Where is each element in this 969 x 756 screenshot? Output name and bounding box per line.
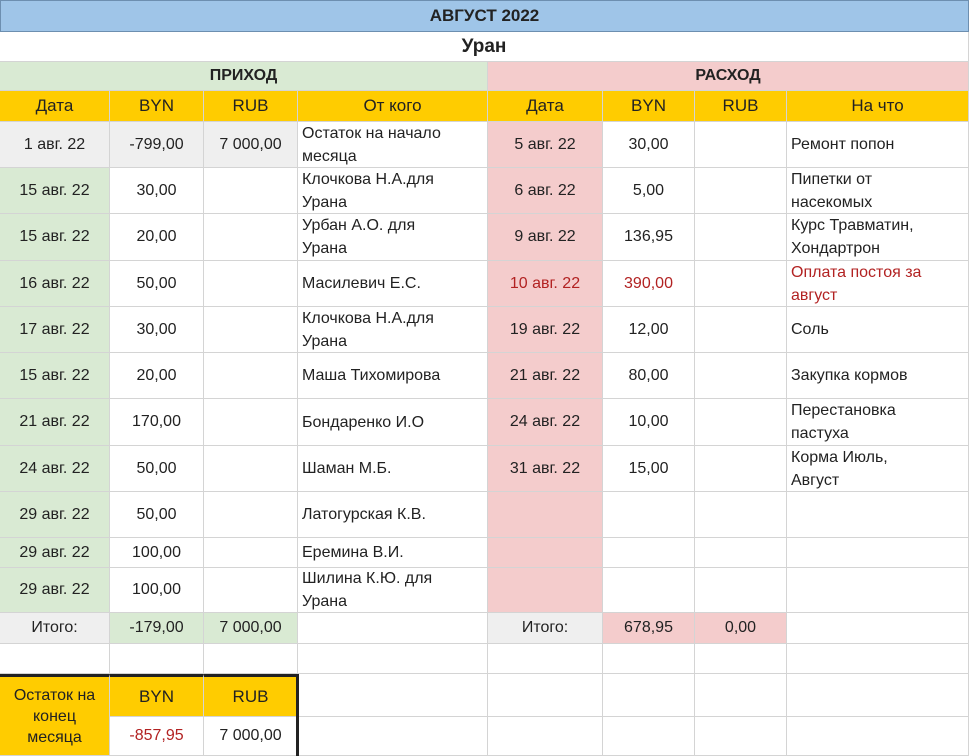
income-cell[interactable]: 20,00 — [110, 353, 204, 399]
expense-cell[interactable]: Соль — [787, 307, 969, 353]
income-cell[interactable] — [204, 168, 298, 214]
empty-cell[interactable] — [298, 717, 488, 756]
empty-cell[interactable] — [110, 644, 204, 674]
income-cell[interactable]: 30,00 — [110, 307, 204, 353]
expense-column-header[interactable]: Дата — [488, 91, 603, 122]
income-cell[interactable]: 17 авг. 22 — [0, 307, 110, 353]
income-cell[interactable] — [204, 446, 298, 492]
income-section-header[interactable]: ПРИХОД — [0, 62, 488, 91]
income-cell[interactable]: 50,00 — [110, 492, 204, 538]
expense-cell[interactable]: 12,00 — [603, 307, 695, 353]
income-cell[interactable]: 100,00 — [110, 538, 204, 568]
income-cell[interactable]: 30,00 — [110, 168, 204, 214]
income-cell[interactable]: 15 авг. 22 — [0, 353, 110, 399]
income-cell[interactable]: 1 авг. 22 — [0, 122, 110, 168]
empty-cell[interactable] — [488, 674, 603, 717]
income-cell[interactable]: 100,00 — [110, 568, 204, 613]
expense-cell[interactable]: Пипетки от насекомых — [787, 168, 969, 214]
expense-cell[interactable]: 21 авг. 22 — [488, 353, 603, 399]
expense-total-cell[interactable]: 678,95 — [603, 613, 695, 644]
expense-total-cell[interactable]: Итого: — [488, 613, 603, 644]
balance-value[interactable]: -857,95 — [110, 717, 204, 756]
expense-cell[interactable] — [695, 261, 787, 307]
expense-cell[interactable]: Закупка кормов — [787, 353, 969, 399]
income-cell[interactable]: Маша Тихомирова — [298, 353, 488, 399]
expense-cell[interactable]: 136,95 — [603, 214, 695, 261]
income-cell[interactable]: Остаток на начало месяца — [298, 122, 488, 168]
expense-cell[interactable]: 5 авг. 22 — [488, 122, 603, 168]
income-cell[interactable]: 15 авг. 22 — [0, 214, 110, 261]
income-cell[interactable]: 15 авг. 22 — [0, 168, 110, 214]
expense-cell[interactable] — [787, 538, 969, 568]
income-column-header[interactable]: Дата — [0, 91, 110, 122]
expense-column-header[interactable]: RUB — [695, 91, 787, 122]
empty-cell[interactable] — [298, 674, 488, 717]
expense-cell[interactable] — [603, 492, 695, 538]
income-cell[interactable]: Клочкова Н.А.для Урана — [298, 168, 488, 214]
empty-cell[interactable] — [695, 644, 787, 674]
expense-cell[interactable] — [787, 492, 969, 538]
expense-cell[interactable] — [695, 399, 787, 446]
expense-column-header[interactable]: BYN — [603, 91, 695, 122]
income-cell[interactable]: -799,00 — [110, 122, 204, 168]
empty-cell[interactable] — [787, 674, 969, 717]
expense-cell[interactable]: Оплата постоя за август — [787, 261, 969, 307]
expense-cell[interactable]: 10,00 — [603, 399, 695, 446]
empty-cell[interactable] — [298, 644, 488, 674]
income-column-header[interactable]: От кого — [298, 91, 488, 122]
income-total-cell[interactable]: -179,00 — [110, 613, 204, 644]
expense-cell[interactable] — [695, 122, 787, 168]
expense-cell[interactable] — [603, 568, 695, 613]
income-column-header[interactable]: RUB — [204, 91, 298, 122]
expense-cell[interactable] — [488, 568, 603, 613]
income-cell[interactable]: Бондаренко И.О — [298, 399, 488, 446]
expense-column-header[interactable]: На что — [787, 91, 969, 122]
empty-cell[interactable] — [603, 717, 695, 756]
income-column-header[interactable]: BYN — [110, 91, 204, 122]
expense-cell[interactable]: 31 авг. 22 — [488, 446, 603, 492]
income-cell[interactable]: 29 авг. 22 — [0, 492, 110, 538]
empty-cell[interactable] — [488, 717, 603, 756]
income-cell[interactable]: 7 000,00 — [204, 122, 298, 168]
income-cell[interactable]: Еремина В.И. — [298, 538, 488, 568]
expense-cell[interactable] — [695, 446, 787, 492]
income-cell[interactable]: 24 авг. 22 — [0, 446, 110, 492]
expense-cell[interactable] — [488, 492, 603, 538]
expense-cell[interactable]: 15,00 — [603, 446, 695, 492]
income-cell[interactable]: 29 авг. 22 — [0, 568, 110, 613]
income-total-cell[interactable] — [298, 613, 488, 644]
expense-cell[interactable]: 24 авг. 22 — [488, 399, 603, 446]
expense-cell[interactable]: 390,00 — [603, 261, 695, 307]
expense-cell[interactable]: 6 авг. 22 — [488, 168, 603, 214]
expense-total-cell[interactable]: 0,00 — [695, 613, 787, 644]
month-header[interactable]: АВГУСТ 2022 — [0, 0, 969, 32]
empty-cell[interactable] — [0, 644, 110, 674]
income-cell[interactable] — [204, 538, 298, 568]
income-cell[interactable] — [204, 399, 298, 446]
empty-cell[interactable] — [204, 644, 298, 674]
expense-cell[interactable] — [695, 538, 787, 568]
income-cell[interactable] — [204, 307, 298, 353]
expense-cell[interactable] — [695, 568, 787, 613]
income-cell[interactable]: Шаман М.Б. — [298, 446, 488, 492]
income-cell[interactable]: Шилина К.Ю. для Урана — [298, 568, 488, 613]
income-cell[interactable]: 16 авг. 22 — [0, 261, 110, 307]
income-cell[interactable]: Урбан А.О. для Урана — [298, 214, 488, 261]
expense-cell[interactable] — [695, 214, 787, 261]
income-cell[interactable]: Масилевич Е.С. — [298, 261, 488, 307]
income-total-cell[interactable]: Итого: — [0, 613, 110, 644]
income-cell[interactable] — [204, 261, 298, 307]
income-cell[interactable]: 50,00 — [110, 261, 204, 307]
expense-cell[interactable]: Ремонт попон — [787, 122, 969, 168]
expense-cell[interactable]: 30,00 — [603, 122, 695, 168]
income-cell[interactable] — [204, 353, 298, 399]
expense-cell[interactable]: 80,00 — [603, 353, 695, 399]
empty-cell[interactable] — [603, 644, 695, 674]
balance-column-header[interactable]: BYN — [110, 674, 204, 717]
income-total-cell[interactable]: 7 000,00 — [204, 613, 298, 644]
expense-cell[interactable]: Корма Июль, Август — [787, 446, 969, 492]
expense-cell[interactable]: 10 авг. 22 — [488, 261, 603, 307]
empty-cell[interactable] — [787, 717, 969, 756]
expense-cell[interactable] — [695, 353, 787, 399]
income-cell[interactable]: 29 авг. 22 — [0, 538, 110, 568]
expense-cell[interactable]: Курс Травматин, Хондартрон — [787, 214, 969, 261]
income-cell[interactable] — [204, 492, 298, 538]
balance-border — [296, 674, 299, 756]
income-cell[interactable]: 21 авг. 22 — [0, 399, 110, 446]
expense-cell[interactable]: Перестановка пастуха — [787, 399, 969, 446]
expense-cell[interactable] — [695, 307, 787, 353]
empty-cell[interactable] — [787, 644, 969, 674]
empty-cell[interactable] — [695, 717, 787, 756]
income-cell[interactable] — [204, 568, 298, 613]
expense-cell[interactable] — [787, 568, 969, 613]
balance-value[interactable]: 7 000,00 — [204, 717, 298, 756]
income-cell[interactable]: 20,00 — [110, 214, 204, 261]
balance-label[interactable]: Остаток на конец месяца — [0, 674, 110, 756]
expense-total-cell[interactable] — [787, 613, 969, 644]
expense-cell[interactable] — [695, 168, 787, 214]
expense-cell[interactable] — [695, 492, 787, 538]
income-cell[interactable]: Клочкова Н.А.для Урана — [298, 307, 488, 353]
expense-cell[interactable]: 9 авг. 22 — [488, 214, 603, 261]
balance-column-header[interactable]: RUB — [204, 674, 298, 717]
income-cell[interactable]: 170,00 — [110, 399, 204, 446]
expense-cell[interactable] — [603, 538, 695, 568]
expense-cell[interactable] — [488, 538, 603, 568]
income-cell[interactable] — [204, 214, 298, 261]
sheet-title[interactable]: Уран — [0, 32, 969, 62]
expense-cell[interactable]: 5,00 — [603, 168, 695, 214]
income-cell[interactable]: Латогурская К.В. — [298, 492, 488, 538]
empty-cell[interactable] — [695, 674, 787, 717]
empty-cell[interactable] — [603, 674, 695, 717]
expense-section-header[interactable]: РАСХОД — [488, 62, 969, 91]
expense-cell[interactable]: 19 авг. 22 — [488, 307, 603, 353]
empty-cell[interactable] — [488, 644, 603, 674]
income-cell[interactable]: 50,00 — [110, 446, 204, 492]
